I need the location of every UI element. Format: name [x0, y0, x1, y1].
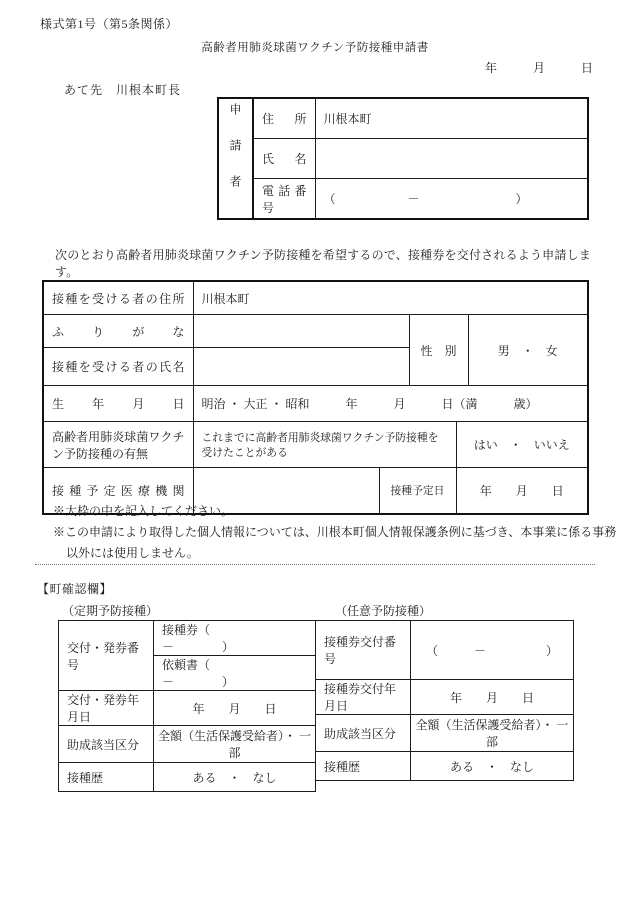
routine-issue-date-row — [59, 691, 316, 726]
recipient-name-value — [193, 348, 409, 386]
applicant-phone-value: （ － ） — [315, 179, 588, 220]
applicant-name-label: 氏 名 — [253, 139, 315, 179]
voluntary-issue-date-value: 年 月 日 — [411, 680, 574, 715]
routine-history-row — [59, 763, 316, 792]
routine-vaccination-table — [58, 620, 316, 792]
routine-subsidy-value: 全額（生活保護受給者）・ 一部 — [154, 726, 316, 763]
voluntary-subsidy-row — [316, 715, 574, 752]
applicant-name-row — [218, 139, 588, 179]
applicant-group-label: 申請者 — [218, 98, 253, 219]
note-fill-thick-frame: ※太枠の中を記入してください。 — [53, 504, 234, 518]
furigana-label: ふ り が な — [43, 315, 193, 348]
voluntary-issue-date-label: 接種券交付年月日 — [316, 680, 411, 715]
applicant-table — [217, 97, 589, 220]
addressee: あて先 川根本町長 — [64, 83, 182, 97]
birthdate-label: 生 年 月 日 — [43, 386, 193, 422]
hospital-label: 接種予定医療機関 — [43, 468, 193, 515]
form-number: 様式第1号（第5条関係） — [40, 17, 179, 31]
voluntary-subsidy-label: 助成該当区分 — [316, 715, 411, 752]
sex-options: 男 ・ 女 — [468, 315, 588, 386]
routine-subsidy-row — [59, 726, 316, 763]
routine-subsidy-label: 助成該当区分 — [59, 726, 154, 763]
voluntary-vaccination-subtitle: （任意予防接種） — [335, 604, 432, 618]
applicant-address-label: 住 所 — [253, 98, 315, 139]
applicant-phone-label: 電話番号 — [253, 179, 315, 220]
recipient-address-value: 川根本町 — [193, 281, 588, 315]
voluntary-issue-date-row — [316, 680, 574, 715]
voluntary-history-row — [316, 752, 574, 781]
furigana-value — [193, 315, 409, 348]
birthdate-value: 明治 ・ 大正 ・ 昭和 年 月 日（満 歳） — [193, 386, 588, 422]
routine-issue-date-label: 交付・発券年月日 — [59, 691, 154, 726]
applicant-address-row — [218, 98, 588, 139]
applicant-address-value: 川根本町 — [315, 98, 588, 139]
voluntary-subsidy-value: 全額（生活保護受給者）・ 一部 — [411, 715, 574, 752]
birthdate-row — [43, 386, 588, 422]
town-confirmation-title: 【町確認欄】 — [37, 582, 113, 596]
voluntary-history-value: ある ・ なし — [411, 752, 574, 781]
routine-issue-number-label: 交付・発券番号 — [59, 621, 154, 691]
voluntary-vaccination-table — [315, 620, 574, 781]
sex-label: 性 別 — [409, 315, 468, 386]
voluntary-issue-number-row — [316, 621, 574, 680]
voluntary-issue-number-label: 接種券交付番号 — [316, 621, 411, 680]
page-title: 高齢者用肺炎球菌ワクチン予防接種申請書 — [201, 42, 429, 54]
note-personal-info-cont: 以外には使用しません。 — [66, 546, 199, 560]
routine-ticket-number: 接種券（ － ） — [154, 621, 316, 656]
main-table — [42, 280, 589, 515]
request-text: 次のとおり高齢者用肺炎球菌ワクチン予防接種を希望するので、接種券を交付されるよう申請します。 — [55, 248, 591, 279]
vaccination-history-row — [43, 422, 588, 468]
voluntary-history-label: 接種歴 — [316, 752, 411, 781]
vaccination-history-statement: これまでに高齢者用肺炎球菌ワクチン予防接種を受けたことがある — [193, 422, 456, 468]
vaccination-history-options: はい ・ いいえ — [456, 422, 588, 468]
vaccination-history-label: 高齢者用肺炎球菌ワクチン予防接種の有無 — [43, 422, 193, 468]
recipient-name-label: 接種を受ける者の氏名 — [43, 348, 193, 386]
schedule-date-value: 年 月 日 — [456, 468, 588, 515]
recipient-address-label: 接種を受ける者の住所 — [43, 281, 193, 315]
routine-vaccination-subtitle: （定期予防接種） — [62, 604, 159, 618]
routine-issue-date-value: 年 月 日 — [154, 691, 316, 726]
dotted-separator — [35, 564, 595, 565]
voluntary-issue-number-value: （ － ） — [411, 621, 574, 680]
recipient-address-row — [43, 281, 588, 315]
applicant-name-value — [315, 139, 588, 179]
routine-history-value: ある ・ なし — [154, 763, 316, 792]
date-line: 年 月 日 — [484, 61, 593, 75]
routine-request-number: 依頼書（ － ） — [154, 656, 316, 691]
routine-history-label: 接種歴 — [59, 763, 154, 792]
applicant-phone-row — [218, 179, 588, 220]
note-personal-info: ※この申請により取得した個人情報については、川根本町個人情報保護条例に基づき、本事業に係る事務 — [53, 525, 617, 539]
furigana-row — [43, 315, 588, 348]
routine-issue-number-row — [59, 621, 316, 656]
schedule-date-label: 接種予定日 — [379, 468, 456, 515]
